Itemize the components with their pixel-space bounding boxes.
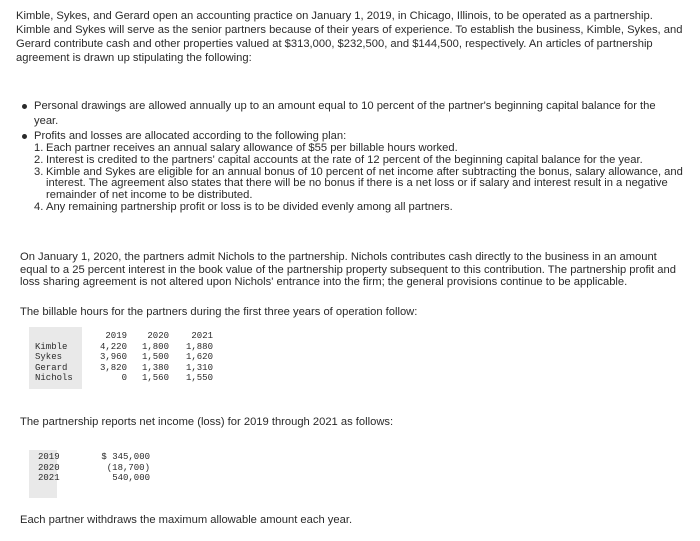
year-cell: 2019	[38, 452, 60, 462]
table-cell: 1,800	[141, 341, 169, 352]
plan-item	[34, 202, 684, 214]
table-row	[38, 463, 150, 474]
year-cell: 2020	[38, 462, 60, 473]
nichols-admission-paragraph: On January 1, 2020, the partners admit Nichols to the partnership. Nichols contributes cash directly to the business in an amount equal to a 25 percent interest in the book value of the partnership property subsequent to this contribution. The partnership profit and loss sharing agreement is not altered upon Nichols' entrance into the firm; the general provisions continue to be applicable.	[20, 251, 676, 288]
plan-item-text: Each partner receives an annual salary allowance of $55 per billable hours worked.	[46, 142, 458, 154]
plan-item-text: Kimble and Sykes are eligible for an annual bonus of 10 percent of net income after subtracting the bonus, salary allowance, and interest. The agreement also states that there will be no bonus if there is a net loss or if salary and interest result in a negative remainder of net income to be distributed.	[46, 165, 683, 202]
billable-hours-intro: The billable hours for the partners during the first three years of operation follow:	[20, 306, 418, 318]
partner-name: Kimble	[35, 341, 68, 352]
bullet-item: Profits and losses are allocated according to the following plan:	[22, 129, 682, 144]
plan-item-number: 4.	[34, 200, 44, 213]
amount-cell: 540,000	[112, 473, 150, 484]
plan-item	[34, 167, 684, 202]
table-row	[35, 352, 213, 363]
table-cell: 1,500	[141, 352, 169, 363]
table-cell: 1,560	[141, 373, 169, 384]
plan-item-text: Any remaining partnership profit or loss is to be divided evenly among all partners.	[46, 200, 453, 213]
plan-item-number: 1.	[34, 142, 44, 154]
plan-item-number: 3.	[34, 165, 44, 178]
table-row	[38, 452, 150, 463]
column-header: 2021	[191, 331, 213, 341]
column-header: 2019	[105, 331, 127, 341]
amount-cell: (18,700)	[106, 462, 150, 473]
closing-statement: Each partner withdraws the maximum allowable amount each year.	[20, 514, 353, 526]
partner-name: Nichols	[35, 373, 73, 384]
table-cell: 0	[121, 373, 127, 384]
year-cell: 2021	[38, 473, 60, 484]
bullet-item: Personal drawings are allowed annually up to an amount equal to 10 percent of the partner's beginning capital balance for the year.	[22, 99, 682, 129]
plan-item-text: Interest is credited to the partners' capital accounts at the rate of 12 percent of the beginning capital balance for the year.	[46, 153, 643, 166]
table-cell: 3,960	[99, 352, 127, 363]
table-cell: 1,620	[185, 352, 213, 363]
table-header-row	[35, 331, 213, 342]
net-income-intro: The partnership reports net income (loss) for 2019 through 2021 as follows:	[20, 416, 394, 428]
table-cell: 1,310	[185, 362, 213, 373]
net-income-table	[38, 452, 150, 484]
column-header: 2020	[147, 331, 169, 341]
partner-name: Gerard	[35, 362, 68, 373]
table-cell: 4,220	[99, 341, 127, 352]
table-cell: 1,550	[185, 373, 213, 384]
allocation-plan-list	[34, 143, 684, 214]
partner-name: Sykes	[35, 352, 63, 363]
table-row	[35, 363, 213, 374]
amount-cell: $ 345,000	[101, 452, 150, 462]
table-cell: 1,880	[185, 341, 213, 352]
intro-paragraph: Kimble, Sykes, and Gerard open an accounting practice on January 1, 2019, in Chicago, Illinois, to be operated as a partnership. Kimble and Sykes will serve as the senior partners because of their years of experience. To establish the business, Kimble, Sykes, and Gerard contribute cash and other properties valued at $313,000, $232,500, and $144,500, respectively. An articles of partnership agreement is drawn up stipulating the following:	[16, 10, 683, 64]
table-cell: 3,820	[99, 362, 127, 373]
table-row	[35, 373, 213, 384]
agreement-bullets	[22, 99, 682, 144]
net-income-panel	[29, 450, 159, 498]
table-cell: 1,380	[141, 362, 169, 373]
table-row	[35, 342, 213, 353]
billable-hours-table	[35, 331, 213, 384]
billable-hours-panel	[29, 327, 217, 389]
plan-item-number: 2.	[34, 153, 44, 166]
table-row	[38, 473, 150, 484]
